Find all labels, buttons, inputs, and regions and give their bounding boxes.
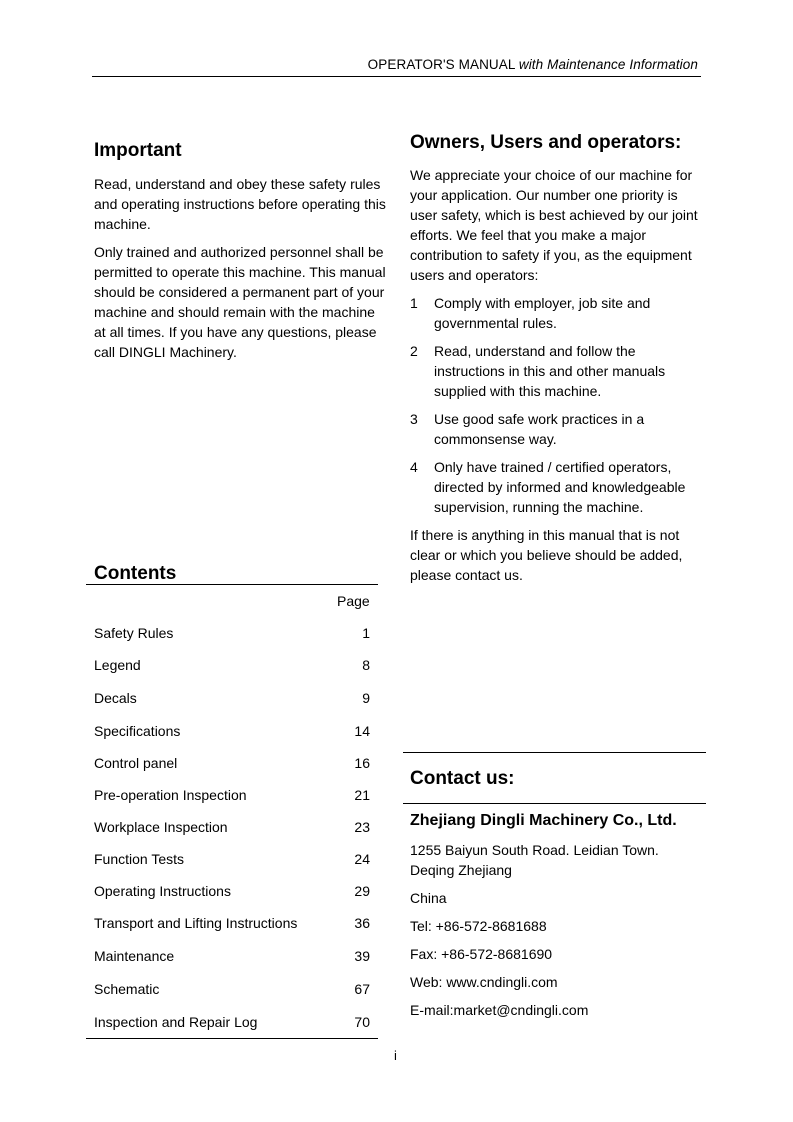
toc-label: Function Tests: [94, 851, 185, 867]
toc-label: Inspection and Repair Log: [94, 1014, 258, 1030]
toc-page: 1: [362, 625, 370, 641]
page-number: i: [394, 1048, 397, 1063]
toc-page: 23: [354, 819, 370, 835]
toc-label: Pre-operation Inspection: [94, 787, 247, 803]
toc-row[interactable]: [94, 785, 370, 805]
owners-heading: Owners, Users and operators:: [410, 132, 682, 153]
header-subtitle: with Maintenance Information: [518, 57, 698, 72]
contents-rule: [86, 1038, 378, 1039]
contact-rule: [403, 803, 706, 804]
important-paragraph: Read, understand and obey these safety rules and operating instructions before operating this machine.: [94, 176, 386, 232]
list-number: 2: [410, 343, 418, 359]
toc-label: Legend: [94, 657, 141, 673]
toc-label: Maintenance: [94, 948, 175, 964]
toc-label: Decals: [94, 690, 137, 706]
list-item: [410, 341, 705, 401]
toc-row[interactable]: [94, 688, 370, 708]
contents-heading: Contents: [94, 563, 177, 584]
toc-row[interactable]: [94, 946, 370, 966]
owners-closing: If there is anything in this manual that is not clear or which you believe should be added, please contact us.: [410, 527, 683, 583]
list-number: 1: [410, 295, 418, 311]
toc-row[interactable]: [94, 655, 370, 675]
toc-page: 29: [354, 883, 370, 899]
address-line: Deqing Zhejiang: [410, 862, 512, 878]
toc-row[interactable]: [94, 881, 370, 901]
toc-row[interactable]: [94, 979, 370, 999]
contact-heading: Contact us:: [410, 768, 515, 789]
list-number: 4: [410, 459, 418, 475]
list-text: Read, understand and follow the instructions in this and other manuals supplied with this machine.: [434, 343, 666, 399]
contact-rule: [403, 752, 706, 753]
toc-page: 9: [362, 690, 370, 706]
list-text: Use good safe work practices in a commonsense way.: [434, 411, 645, 447]
toc-page: 8: [362, 657, 370, 673]
owners-list: [410, 293, 705, 517]
list-item: [410, 457, 705, 517]
toc-row[interactable]: [94, 623, 370, 643]
list-text: Only have trained / certified operators, directed by informed and knowledgeable supervision, running the machine.: [434, 459, 686, 515]
running-header: [368, 57, 698, 72]
important-section: [94, 174, 386, 370]
toc-page: 36: [354, 915, 370, 931]
important-paragraph: Only trained and authorized personnel shall be permitted to operate this machine. This manual should be considered a permanent part of your machine and should remain with the machine at all times. If you have any questions, please call DINGLI Machinery.: [94, 244, 386, 360]
toc-page: 67: [354, 981, 370, 997]
toc-row[interactable]: [94, 1012, 370, 1032]
toc-row[interactable]: [94, 849, 370, 869]
country: China: [410, 890, 447, 906]
toc-row[interactable]: [94, 913, 370, 933]
toc-page: 70: [354, 1014, 370, 1030]
toc-page: 39: [354, 948, 370, 964]
toc-page: 21: [354, 787, 370, 803]
list-text: Comply with employer, job site and governmental rules.: [434, 295, 651, 331]
toc-label: Control panel: [94, 755, 178, 771]
header-title: OPERATOR'S MANUAL: [367, 57, 519, 72]
list-number: 3: [410, 411, 418, 427]
website-link[interactable]: Web: www.cndingli.com: [410, 974, 558, 990]
header-rule: [92, 76, 701, 77]
toc-row[interactable]: [94, 721, 370, 741]
email-link[interactable]: E-mail:market@cndingli.com: [410, 1002, 589, 1018]
address-line: 1255 Baiyun South Road. Leidian Town.: [410, 842, 659, 858]
toc-page: 14: [354, 723, 370, 739]
toc-label: Schematic: [94, 981, 160, 997]
contents-page-header: Page: [337, 593, 370, 609]
toc-row[interactable]: [94, 753, 370, 773]
company-name: Zhejiang Dingli Machinery Co., Ltd.: [410, 812, 677, 829]
toc-label: Transport and Lifting Instructions: [94, 915, 298, 931]
list-item: [410, 293, 705, 333]
toc-label: Specifications: [94, 723, 181, 739]
contents-rule: [86, 584, 378, 585]
owners-section: [410, 165, 705, 593]
toc-label: Safety Rules: [94, 625, 174, 641]
telephone: Tel: +86-572-8681688: [410, 918, 547, 934]
toc-page: 24: [354, 851, 370, 867]
list-item: [410, 409, 705, 449]
toc-label: Workplace Inspection: [94, 819, 228, 835]
toc-row[interactable]: [94, 817, 370, 837]
contact-details: [410, 840, 700, 1028]
toc-page: 16: [354, 755, 370, 771]
toc-label: Operating Instructions: [94, 883, 231, 899]
important-heading: Important: [94, 140, 182, 161]
owners-intro: We appreciate your choice of our machine for your application. Our number one priority is user safety, which is best achieved by our joint efforts. We feel that you make a major contribution to safety if you, as the equipment users and operators:: [410, 167, 698, 283]
fax: Fax: +86-572-8681690: [410, 946, 553, 962]
